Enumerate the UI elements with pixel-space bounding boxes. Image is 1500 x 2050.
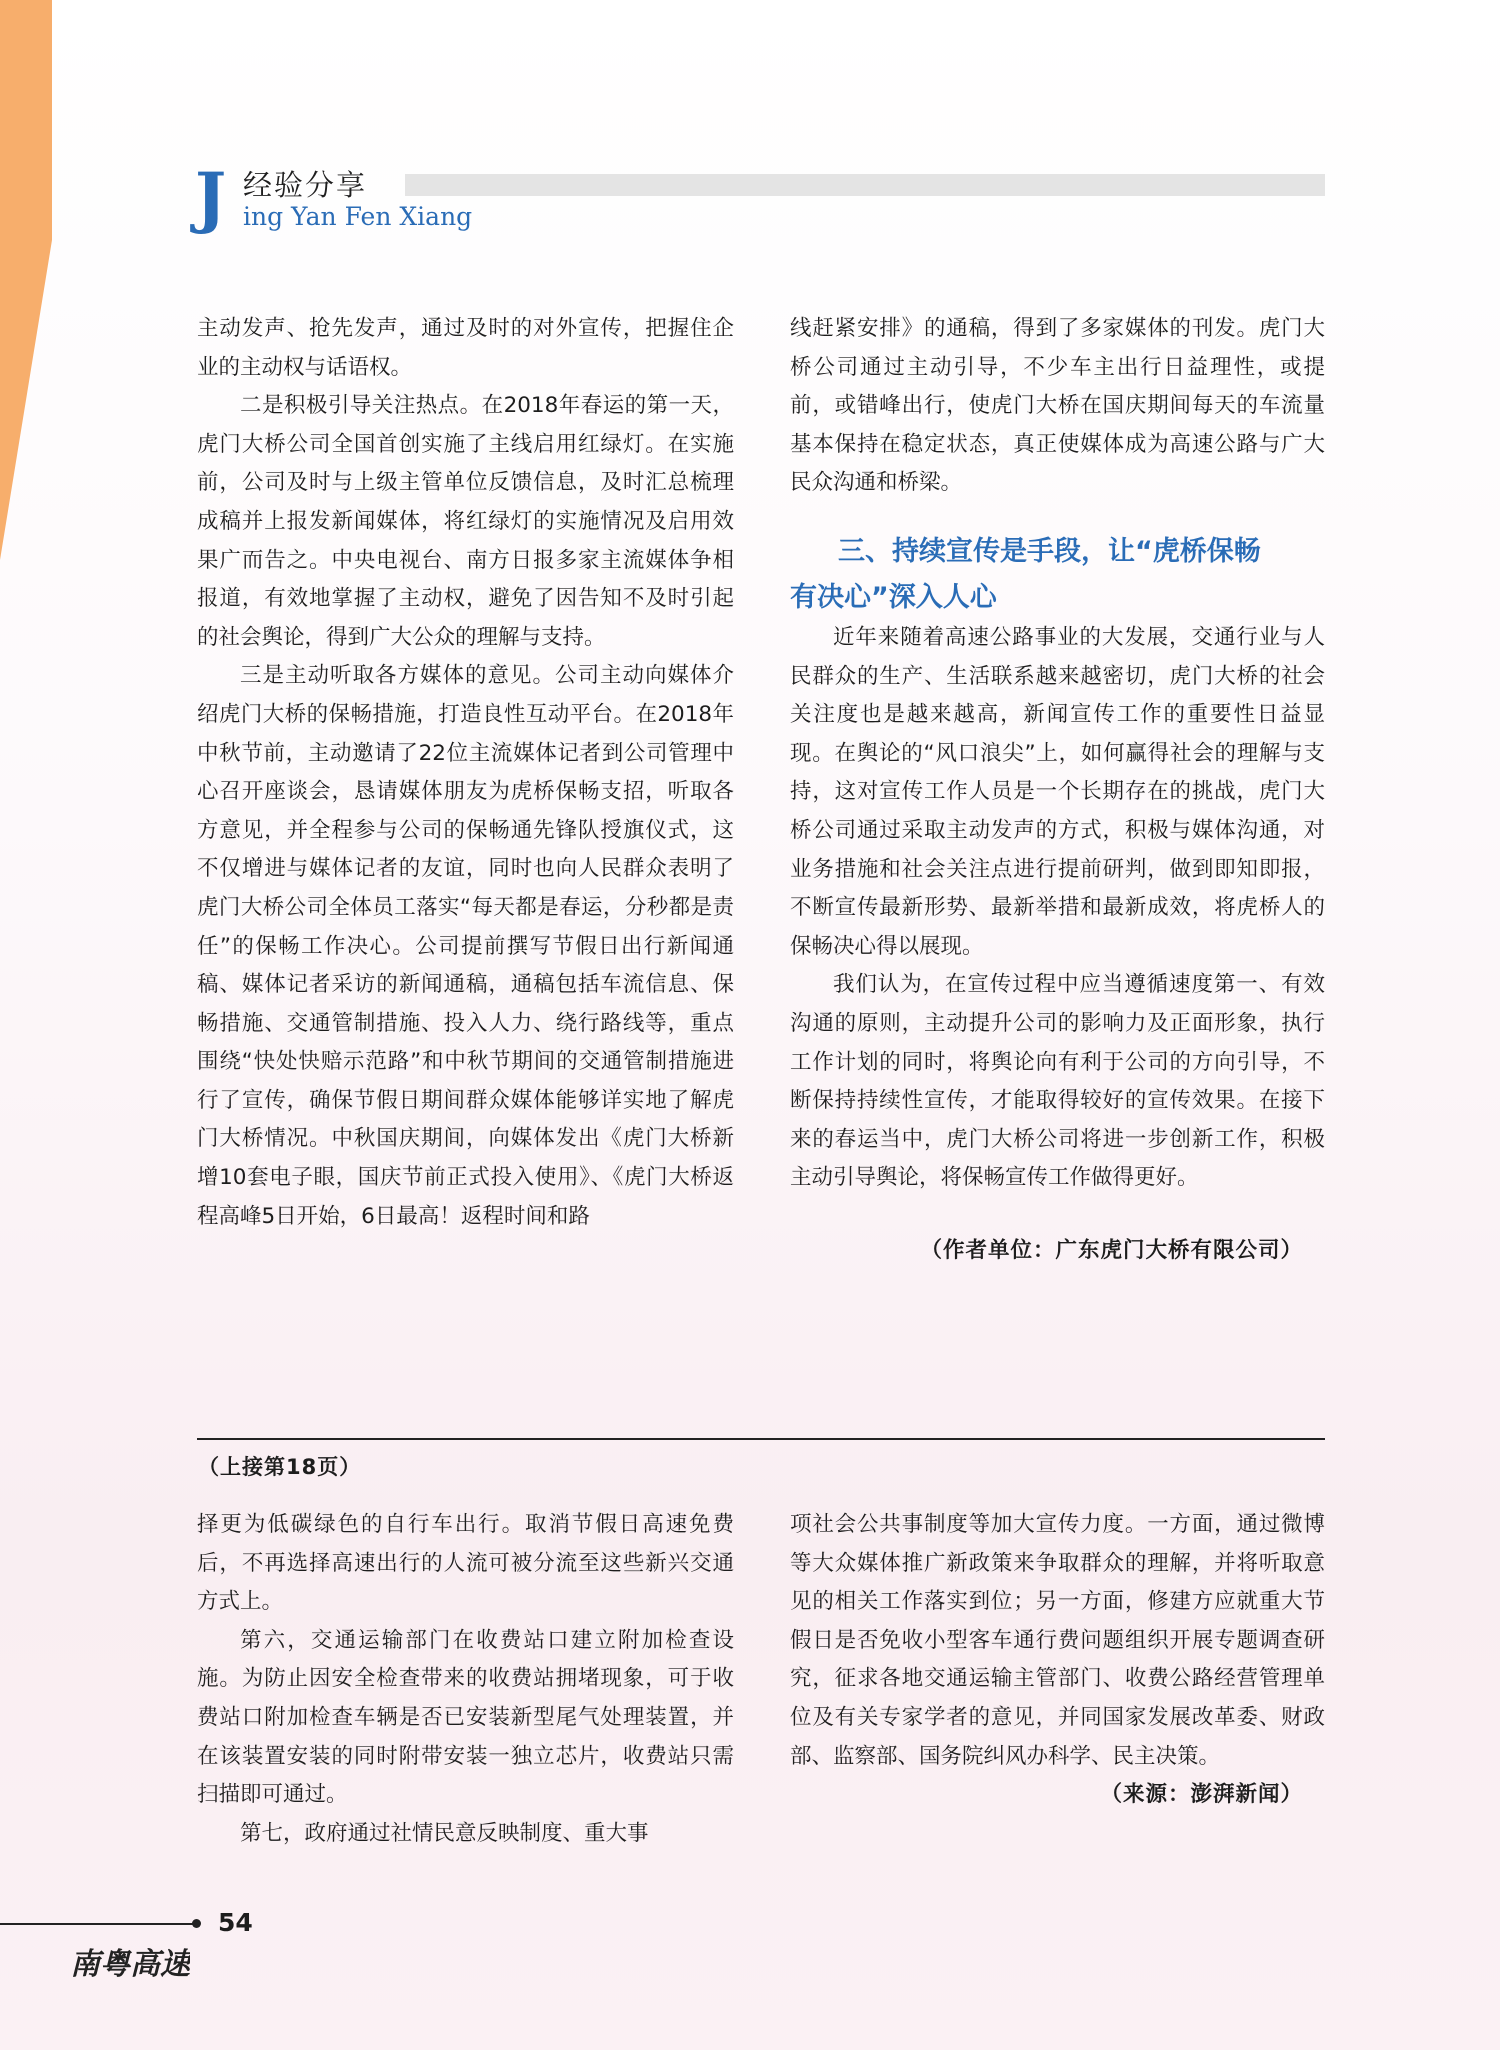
footer-dot — [192, 1919, 201, 1928]
magazine-logo-text: 南粤高速 — [70, 1947, 190, 1982]
header-title-cn: 经验分享 — [243, 168, 368, 202]
paragraph: 择更为低碳绿色的自行车出行。取消节假日高速免费后，不再选择高速出行的人流可被分流至这些新兴交通方式上。 — [197, 1512, 734, 1615]
section-divider — [197, 1438, 1325, 1440]
paragraph: 第七，政府通过社情民意反映制度、重大事 — [240, 1820, 649, 1846]
article-column-2 — [790, 310, 1325, 1270]
section-heading — [790, 529, 1325, 621]
header-title-en: ing Yan Fen Xiang — [243, 202, 473, 231]
page-number: 54 — [218, 1908, 253, 1937]
magazine-logo — [70, 1940, 190, 1984]
paragraph: 第六，交通运输部门在收费站口建立附加检查设施。为防止因安全检查带来的收费站拥堵现象，可于收费站口附加检查车辆是否已安装新型尾气处理装置，并在该装置安装的同时附带安装一独立芯片，收费站只需扫描即可通过。 — [197, 1627, 734, 1808]
paragraph: 我们认为，在宣传过程中应当遵循速度第一、有效沟通的原则，主动提升公司的影响力及正面形象，执行工作计划的同时，将舆论向有利于公司的方向引导，不断保持持续性宣传，才能取得较好的宣传效果。在接下来的春运当中，虎门大桥公司将进一步创新工作，积极主动引导舆论，将保畅宣传工作做得更好。 — [790, 972, 1325, 1191]
section-heading-line-1: 三、持续宣传是手段，让“虎桥保畅 — [838, 535, 1261, 567]
source-note: （来源：澎湃新闻） — [1100, 1782, 1303, 1808]
section-header — [195, 160, 1325, 250]
article-column-1 — [197, 310, 734, 1236]
paragraph: 主动发声、抢先发声，通过及时的对外宣传，把握住企业的主动权与话语权。 — [197, 316, 734, 380]
paragraph: 近年来随着高速公路事业的大发展，交通行业与人民群众的生产、生活联系越来越密切，虎门大桥的社会关注度也是越来越高，新闻宣传工作的重要性日益显现。在舆论的“风口浪尖”上，如何赢得社会的理解与支持，这对宣传工作人员是一个长期存在的挑战，虎门大桥公司通过采取主动发声的方式，积极与媒体沟通，对业务措施和社会关注点进行提前研判，做到即知即报，不断宣传最新形势、最新举措和最新成效，将虎桥人的保畅决心得以展现。 — [790, 624, 1325, 959]
paragraph: 二是积极引导关注热点。在2018年春运的第一天，虎门大桥公司全国首创实施了主线启用红绿灯。在实施前，公司及时与上级主管单位反馈信息，及时汇总梳理成稿并上报发新闻媒体，将红绿灯的实施情况及启用效果广而告之。中央电视台、南方日报多家主流媒体争相报道，有效地掌握了主动权，避免了因告知不及时引起的社会舆论，得到广大公众的理解与支持。 — [197, 393, 734, 650]
paragraph: 线赶紧安排》的通稿，得到了多家媒体的刊发。虎门大桥公司通过主动引导，不少车主出行日益理性，或提前，或错峰出行，使虎门大桥在国庆期间每天的车流量基本保持在稳定状态，真正使媒体成为高速公路与广大民众沟通和桥梁。 — [790, 316, 1325, 496]
continued-label: （上接第18页） — [198, 1455, 362, 1479]
section-heading-line-2: 有决心”深入人心 — [790, 581, 997, 613]
continued-column-2 — [790, 1506, 1325, 1815]
header-bar — [405, 174, 1325, 196]
continued-column-1 — [197, 1506, 734, 1853]
footer-rule — [0, 1923, 195, 1925]
paragraph: 项社会公共事制度等加大宣传力度。一方面，通过微博等大众媒体推广新政策来争取群众的理解，并将听取意见的相关工作落实到位；另一方面，修建方应就重大节假日是否免收小型客车通行费问题组织开展专题调查研究，征求各地交通运输主管部门、收费公路经营管理单位及有关专家学者的意见，并同国家发展改革委、财政部、监察部、国务院纠风办科学、民主决策。 — [790, 1512, 1325, 1769]
paragraph: 三是主动听取各方媒体的意见。公司主动向媒体介绍虎门大桥的保畅措施，打造良性互动平台。在2018年中秋节前，主动邀请了22位主流媒体记者到公司管理中心召开座谈会，恳请媒体朋友为虎桥保畅支招，听取各方意见，并全程参与公司的保畅通先锋队授旗仪式，这不仅增进与媒体记者的友谊，同时也向人民群众表明了虎门大桥公司全体员工落实“每天都是春运，分秒都是责任”的保畅工作决心。公司提前撰写节假日出行新闻通稿、媒体记者采访的新闻通稿，通稿包括车流信息、保畅措施、交通管制措施、投入人力、绕行路线等，重点围绕“快处快赔示范路”和中秋节期间的交通管制措施进行了宣传，确保节假日期间群众媒体能够详实地了解虎门大桥情况。中秋国庆期间，向媒体发出《虎门大桥新增10套电子眼，国庆节前正式投入使用》、《虎门大桥返程高峰5日开始，6日最高！返程时间和路 — [197, 663, 734, 1229]
header-letter: J — [195, 158, 227, 236]
decorative-corner-stripe — [0, 0, 52, 560]
author-affiliation: （作者单位：广东虎门大桥有限公司） — [920, 1237, 1303, 1263]
